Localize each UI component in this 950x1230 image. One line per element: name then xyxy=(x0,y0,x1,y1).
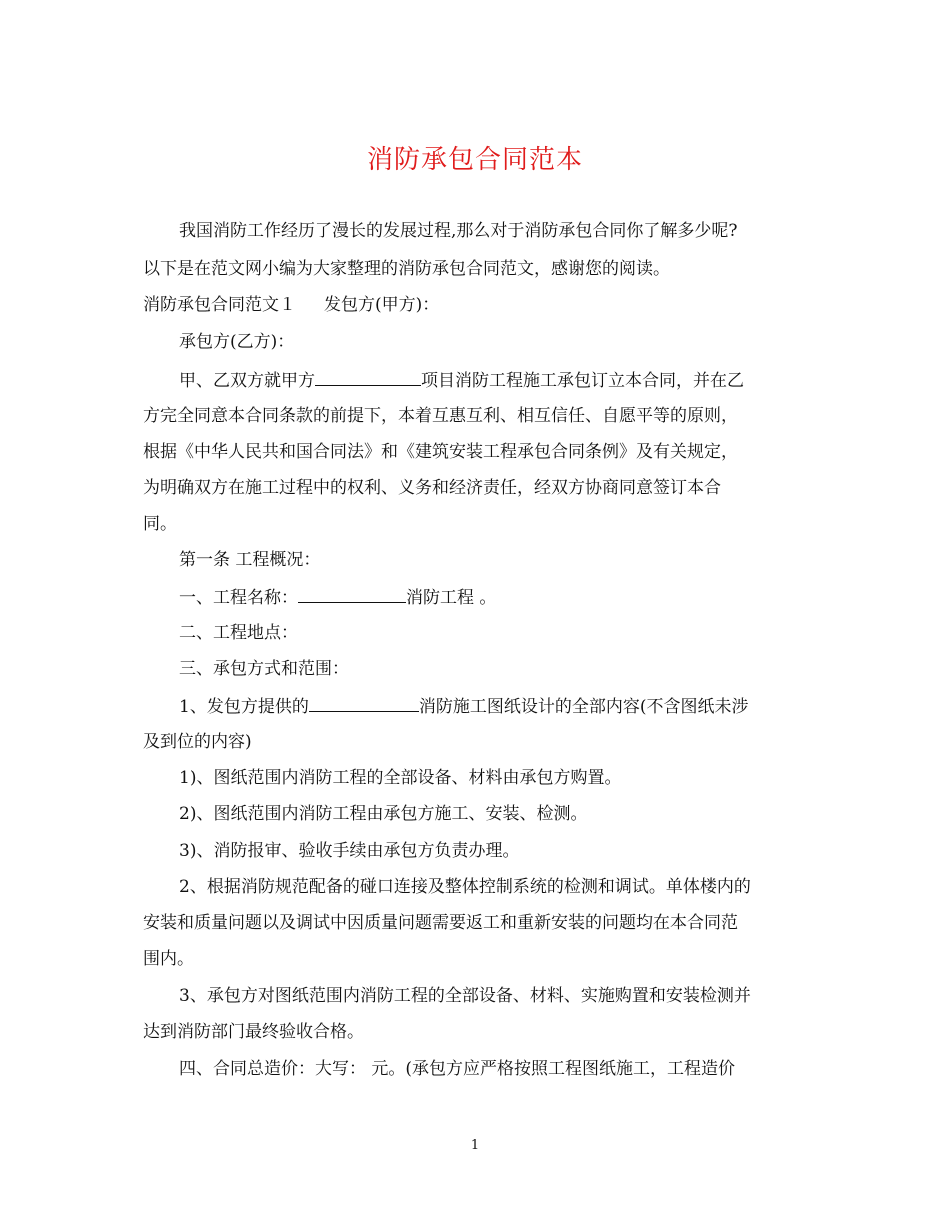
item-2-line-2: 安装和质量问题以及调试中因质量问题需要返工和重新安装的问题均在本合同范 xyxy=(143,913,738,933)
drawing-provider-blank xyxy=(309,694,419,712)
item-3-line-2: 达到消防部门最终验收合格。 xyxy=(143,1022,364,1042)
sub-item-3: 3)、消防报审、验收手续由承包方负责办理。 xyxy=(179,841,520,861)
preamble-line-5: 同。 xyxy=(143,514,177,534)
item-1-text-a: 1、发包方提供的 xyxy=(179,697,309,717)
preamble-text-b: 项目消防工程施工承包订立本合同，并在乙 xyxy=(421,371,744,391)
intro-line-2: 以下是在范文网小编为大家整理的消防承包合同范文，感谢您的阅读。 xyxy=(143,259,670,279)
project-name-blank xyxy=(298,585,406,603)
contract-price-line: 四、合同总造价：大写： 元。(承包方应严格按照工程图纸施工，工程造价 xyxy=(179,1059,736,1079)
item-1-text-b: 消防施工图纸设计的全部内容(不含图纸未涉 xyxy=(418,697,749,717)
preamble-line-4: 为明确双方在施工过程中的权利、义务和经济责任，经双方协商同意签订本合 xyxy=(143,478,721,498)
item-1-line-2: 及到位的内容) xyxy=(143,732,252,752)
sample-label: 消防承包合同范文１ xyxy=(143,295,296,315)
preamble-text-a: 甲、乙双方就甲方 xyxy=(179,371,315,391)
document-title: 消防承包合同范本 xyxy=(366,145,583,175)
item-3-line-1: 3、承包方对图纸范围内消防工程的全部设备、材料、实施购置和安装检测并 xyxy=(179,986,751,1006)
article-1-heading: 第一条 工程概况： xyxy=(179,550,321,570)
item-2-line-1: 2、根据消防规范配备的碰口连接及整体控制系统的检测和调试。单体楼内的 xyxy=(179,877,751,897)
sample-heading-line xyxy=(143,293,439,317)
party-a-label: 发包方(甲方)： xyxy=(324,295,440,315)
project-name-suffix: 消防工程 。 xyxy=(406,588,497,608)
preamble-line-2: 方完全同意本合同条款的前提下，本着互惠互利、相互信任、自愿平等的原则， xyxy=(143,406,738,426)
sub-item-1: 1)、图纸范围内消防工程的全部设备、材料由承包方购置。 xyxy=(179,768,622,788)
intro-line-1: 我国消防工作经历了漫长的发展过程,那么对于消防承包合同你了解多少呢? xyxy=(179,221,738,241)
preamble-line-1 xyxy=(179,368,744,393)
project-name-label: 一、工程名称： xyxy=(179,588,298,608)
scope-heading: 三、承包方式和范围： xyxy=(179,659,349,679)
party-b-label: 承包方(乙方)： xyxy=(179,332,295,352)
preamble-line-3: 根据《中华人民共和国合同法》和《建筑安装工程承包合同条例》及有关规定， xyxy=(143,442,738,462)
sub-item-2: 2)、图纸范围内消防工程由承包方施工、安装、检测。 xyxy=(179,804,588,824)
page-number: 1 xyxy=(470,1138,480,1153)
item-1-line-1 xyxy=(179,694,748,719)
project-blank-line xyxy=(315,368,421,386)
project-location-line: 二、工程地点： xyxy=(179,623,298,643)
project-name-line xyxy=(179,585,496,610)
item-2-line-3: 围内。 xyxy=(143,949,194,969)
